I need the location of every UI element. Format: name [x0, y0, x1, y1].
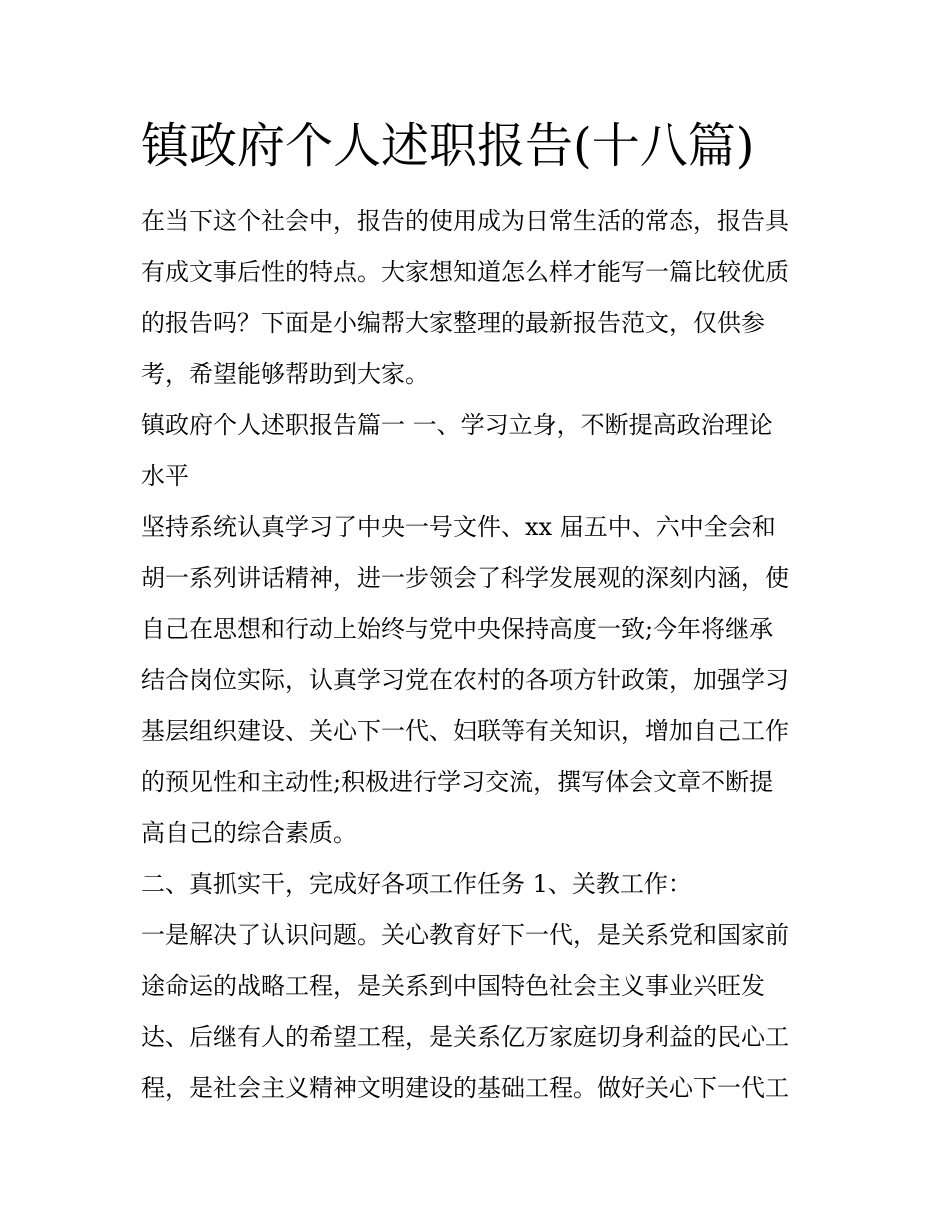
body-line: 在当下这个社会中，报告的使用成为日常生活的常态，报告具 [141, 207, 789, 235]
document-body [141, 196, 821, 1114]
body-line: 途命运的战略工程，是关系到中国特色社会主义事业兴旺发 [141, 972, 765, 1000]
body-line: 程，是社会主义精神文明建设的基础工程。做好关心下一代工 [141, 1074, 789, 1102]
body-line: 坚持系统认真学习了中央一号文件、xx 届五中、六中全会和 [141, 513, 776, 541]
document-title: 镇政府个人述职报告(十八篇) [141, 118, 755, 174]
body-line: 一是解决了认识问题。关心教育好下一代，是关系党和国家前 [141, 921, 789, 949]
section-heading-line: 二、真抓实干，完成好各项工作任务 1、关教工作： [141, 870, 692, 898]
body-line: 达、后继有人的希望工程，是关系亿万家庭切身利益的民心工 [141, 1023, 789, 1051]
body-line: 有成文事后性的特点。大家想知道怎么样才能写一篇比较优质 [141, 258, 789, 286]
body-line: 胡一系列讲话精神，进一步领会了科学发展观的深刻内涵，使 [141, 564, 789, 592]
body-line: 的报告吗？下面是小编帮大家整理的最新报告范文，仅供参 [141, 309, 765, 337]
body-line: 基层组织建设、关心下一代、妇联等有关知识，增加自己工作 [141, 717, 789, 745]
body-line: 结合岗位实际，认真学习党在农村的各项方针政策，加强学习 [141, 666, 789, 694]
section-heading-line: 水平 [141, 462, 189, 490]
section-heading-line: 镇政府个人述职报告篇一 一、学习立身，不断提高政治理论 [141, 411, 773, 439]
body-line: 考，希望能够帮助到大家。 [141, 360, 429, 388]
body-line: 高自己的综合素质。 [141, 819, 357, 847]
body-line: 的预见性和主动性;积极进行学习交流，撰写体会文章不断提 [141, 768, 774, 796]
body-line: 自己在思想和行动上始终与党中央保持高度一致;今年将继承 [141, 615, 774, 643]
